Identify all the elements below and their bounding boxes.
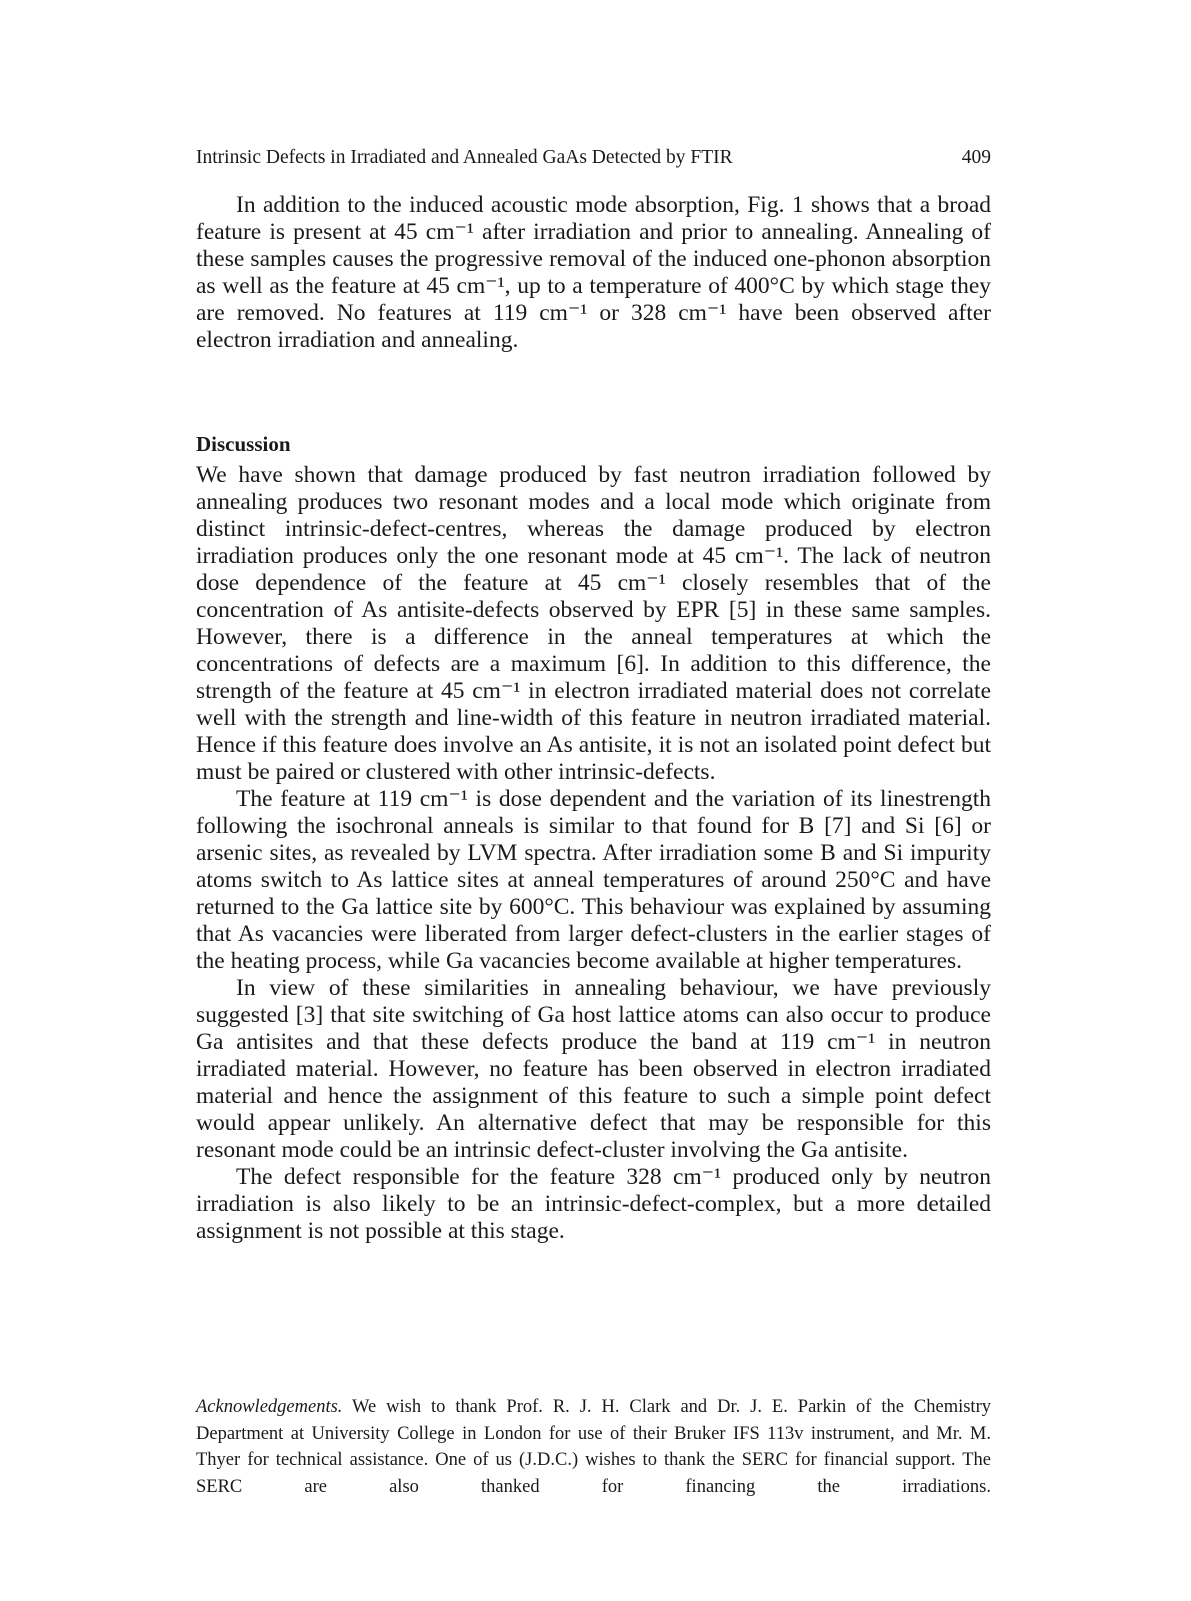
discussion-paragraph-3: In view of these similarities in annealing behaviour, we have previously suggested [3] that site switching of Ga host lattice atoms can also occur to produce Ga antisites and that these defects produce the band at 119 cm⁻¹ in neutron irradiated material. However, no feature has been observed in electron irradiated material and hence the assignment of this feature to such a simple point defect would appear unlikely. An alternative defect that may be responsible for this resonant mode could be an intrinsic defect-cluster involving the Ga antisite. xyxy=(196,975,991,1163)
acknowledgements xyxy=(196,1394,991,1500)
running-title: Intrinsic Defects in Irradiated and Annealed GaAs Detected by FTIR xyxy=(196,147,733,168)
discussion-paragraph-4: The defect responsible for the feature 328 cm⁻¹ produced only by neutron irradiation is also likely to be an intrinsic-defect-complex, but a more detailed assignment is not possible at this stage. xyxy=(196,1164,991,1244)
page-number: 409 xyxy=(961,147,991,168)
acknowledgements-title: Acknowledgements. xyxy=(196,1397,343,1417)
intro-section xyxy=(196,192,991,354)
discussion-paragraph-2: The feature at 119 cm⁻¹ is dose dependent and the variation of its linestrength following the isochronal anneals is similar to that found for B [7] and Si [6] or arsenic sites, as revealed by LVM spectra. After irradiation some B and Si impurity atoms switch to As lattice sites at anneal temperatures of around 250°C and have returned to the Ga lattice site by 600°C. This behaviour was explained by assuming that As vacancies were liberated from larger defect-clusters in the earlier stages of the heating process, while Ga vacancies become available at higher temperatures. xyxy=(196,786,991,974)
intro-paragraph: In addition to the induced acoustic mode absorption, Fig. 1 shows that a broad feature is present at 45 cm⁻¹ after irradiation and prior to annealing. Annealing of these samples causes the progressive removal of the induced one-phonon absorption as well as the feature at 45 cm⁻¹, up to a temperature of 400°C by which stage they are removed. No features at 119 cm⁻¹ or 328 cm⁻¹ have been observed after electron irradiation and annealing. xyxy=(196,192,991,353)
discussion-section xyxy=(196,462,991,1245)
acknowledgements-text: We wish to thank Prof. R. J. H. Clark and Dr. J. E. Parkin of the Chemistry Department at University College in London for use of their Bruker IFS 113v instrument, and Mr. M. Thyer for technical assistance. One of us (J.D.C.) wishes to thank the SERC for financial support. The SERC are also thanked for financing the irradiations. xyxy=(196,1397,991,1497)
discussion-heading: Discussion xyxy=(196,432,291,456)
running-head xyxy=(196,147,991,169)
discussion-paragraph-1: We have shown that damage produced by fast neutron irradiation followed by annealing produces two resonant modes and a local mode which originate from distinct intrinsic-defect-centres, whereas the damage produced by electron irradiation produces only the one resonant mode at 45 cm⁻¹. The lack of neutron dose dependence of the feature at 45 cm⁻¹ closely resembles that of the concentration of As antisite-defects observed by EPR [5] in these same samples. However, there is a difference in the anneal temperatures at which the concentrations of defects are a maximum [6]. In addition to this difference, the strength of the feature at 45 cm⁻¹ in electron irradiated material does not correlate well with the strength and line-width of this feature in neutron irradiated material. Hence if this feature does involve an As antisite, it is not an isolated point defect but must be paired or clustered with other intrinsic-defects. xyxy=(196,462,991,785)
